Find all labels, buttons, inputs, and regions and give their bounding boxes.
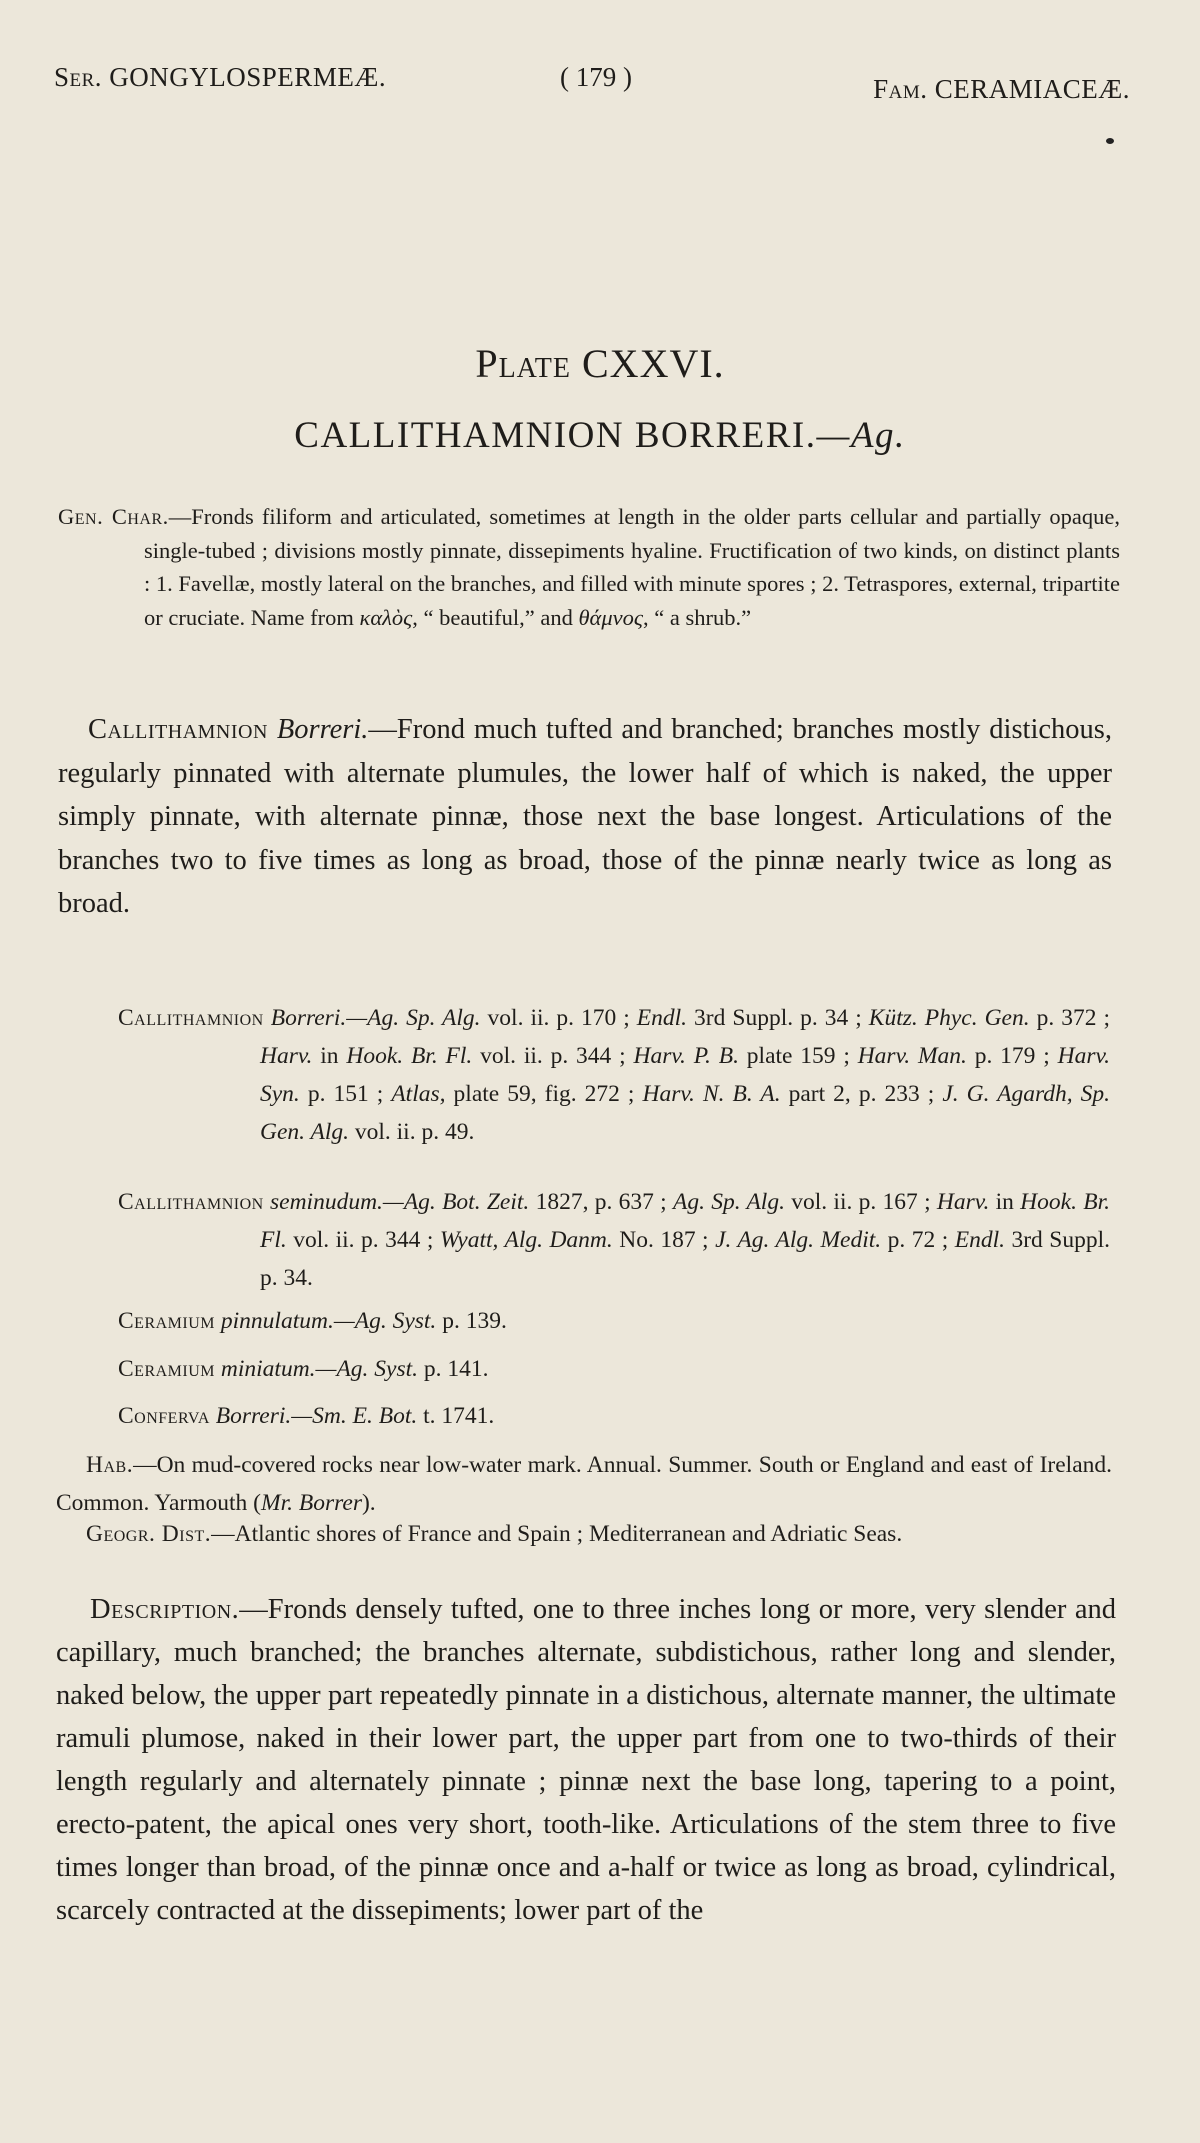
synonym-ref: miniatum.—Ag. Syst. (220, 1356, 419, 1382)
synonym-ref: part 2, p. 233 ; (780, 1081, 943, 1107)
intro-species: Borreri. (276, 714, 369, 745)
synonym-genus: Conferva (118, 1403, 210, 1429)
synonym-ref: p. 372 ; (1029, 1005, 1111, 1031)
synonym-ref: t. 1741. (417, 1403, 495, 1429)
synonym-ref: Ag. Sp. Alg. (672, 1189, 785, 1215)
synonym-ref: Endl. (636, 1005, 688, 1031)
synonym-ref: p. 179 ; (966, 1043, 1058, 1069)
synonym-ref: Harv. (260, 1043, 313, 1069)
synonym-ref: Atlas, (391, 1081, 446, 1107)
species-diagnosis (58, 708, 1112, 926)
habitat (56, 1446, 1112, 1522)
gen-char-text-c: , “ a shrub.” (642, 604, 752, 630)
synonym-ref: Harv. Syn. (260, 1043, 1111, 1107)
synonym-genus: Callithamnion (118, 1189, 264, 1215)
synonym-ref: Harv. P. B. (633, 1043, 739, 1069)
hab-text-end: ). (361, 1490, 376, 1516)
synonym-ref: Harv. Man. (857, 1043, 967, 1069)
synonym-ref: vol. ii. p. 344 ; (472, 1043, 634, 1069)
synonym-ref: Harv. N. B. A. (642, 1081, 781, 1107)
synonym-ref: in (989, 1189, 1021, 1215)
synonym-entry (118, 1350, 1110, 1388)
synonym-ref: Hook. Br. Fl. (346, 1043, 473, 1069)
description (56, 1588, 1116, 1932)
synonym-entry (118, 1397, 1110, 1435)
synonym-ref: 1827, p. 637 ; (529, 1189, 673, 1215)
synonym-ref: Kütz. Phyc. Gen. (868, 1005, 1030, 1031)
gen-char-label: Gen. Char. (58, 504, 169, 529)
geogr-label: Geogr. Dist. (86, 1521, 212, 1547)
synonym-genus: Callithamnion (118, 1005, 264, 1031)
gen-char-text-b: , “ beautiful,” and (412, 604, 579, 630)
generic-character (58, 500, 1120, 634)
synonym-ref: No. 187 ; (612, 1227, 716, 1253)
synonym-ref: vol. ii. p. 170 ; (480, 1005, 637, 1031)
synonym-ref: Wyatt, Alg. Danm. (439, 1227, 613, 1253)
synonym-genus: Ceramium (118, 1308, 216, 1334)
description-text: —Fronds densely tufted, one to three inches long or more, very slender and capillary, much branched; the branches alternate, subdistichous, rather long and slender, naked below, the upper part repeatedly pinnate in a distichous, alternate manner, the ultimate ramuli plumose, naked in their lower part, the upper part from one to two-thirds of their length regularly and alternately pinnate ; pinnæ next the base long, tapering to a point, erecto-patent, the apical ones very short, tooth-like. Articulations of the stem three to five times longer than broad, of the pinnæ once and a-half or twice as long as broad, cylindrical, scarcely contracted at the dissepiments; lower part of the (56, 1594, 1116, 1926)
synonym-ref: vol. ii. p. 49. (349, 1119, 475, 1145)
synonym-genus: Ceramium (118, 1356, 216, 1382)
synonym-ref: plate 159 ; (738, 1043, 858, 1069)
geographic-distribution (86, 1515, 1116, 1553)
species-author: —Ag. (816, 415, 906, 456)
greek-thamnos: θάμνος (578, 604, 643, 630)
synonym-ref: p. 151 ; (299, 1081, 392, 1107)
synonym-ref: Borreri.—Sm. E. Bot. (215, 1403, 418, 1429)
synonym-ref: seminudum.—Ag. Bot. Zeit. (270, 1189, 530, 1215)
synonym-ref: plate 59, fig. 272 ; (445, 1081, 643, 1107)
synonym-ref: Endl. (954, 1227, 1005, 1253)
synonym-ref: J. G. Agardh, Sp. Gen. Alg. (260, 1081, 1110, 1145)
synonym-ref: p. 141. (418, 1356, 489, 1382)
intro-text: —Frond much tufted and branched; branches mostly distichous, regularly pinnated with alternate plumules, the lower half of which is naked, the upper simply pinnate, with alternate pinnæ, those next the base longest. Articulations of the branches two to five times as long as broad, those of the pinnæ nearly twice as long as broad. (58, 714, 1112, 919)
synonym-ref: pinnulatum.—Ag. Syst. (220, 1308, 437, 1334)
synonym-ref: vol. ii. p. 167 ; (784, 1189, 937, 1215)
synonym-ref: in (312, 1043, 347, 1069)
geogr-text: —Atlantic shores of France and Spain ; Mediterranean and Adriatic Seas. (211, 1521, 903, 1547)
description-label: Description. (90, 1594, 240, 1625)
synonym-entry (118, 1183, 1110, 1297)
synonym-ref: 3rd Suppl. p. 34. (260, 1227, 1111, 1291)
species-title (0, 414, 1200, 457)
synonym-ref: p. 72 ; (881, 1227, 955, 1253)
page-number: ( 179 ) (560, 62, 632, 92)
species-name: CALLITHAMNION BORRERI. (294, 415, 817, 456)
greek-kalos: καλὸς (359, 604, 413, 630)
synonym-ref: 3rd Suppl. p. 34 ; (687, 1005, 869, 1031)
intro-genus: Callithamnion (88, 714, 268, 745)
synonym-ref: vol. ii. p. 344 ; (286, 1227, 440, 1253)
hab-collector: Mr. Borrer (261, 1490, 362, 1516)
running-header-family: Fam. CERAMIACEÆ. (873, 74, 1130, 104)
synonym-ref: J. Ag. Alg. Medit. (715, 1227, 882, 1253)
synonym-ref: p. 139. (436, 1308, 507, 1334)
hab-label: Hab. (86, 1452, 134, 1478)
synonym-entry (118, 1302, 1110, 1340)
synonym-ref: Harv. (936, 1189, 990, 1215)
ink-speck (1106, 138, 1114, 144)
synonym-ref: Borreri.—Ag. Sp. Alg. (270, 1005, 481, 1031)
plate-title: Plate CXXVI. (475, 341, 725, 386)
synonym-entry (118, 999, 1110, 1151)
synonym-ref: Hook. Br. Fl. (260, 1189, 1110, 1253)
running-header-series: Ser. GONGYLOSPERMEÆ. (54, 62, 387, 92)
hab-text: —On mud-covered rocks near low-water mark. Annual. Summer. South or England and east of Ireland. Common. Yarmouth ( (56, 1452, 1112, 1516)
gen-char-text: —Fronds filiform and articulated, sometimes at length in the older parts cellular and partially opaque, single-tubed ; divisions mostly pinnate, dissepiments hyaline. Fructification of two kinds, on distinct plants : 1. Favellæ, mostly lateral on the branches, and filled with minute spores ; 2. Tetraspores, external, tripartite or cruciate. Name from (144, 504, 1120, 630)
